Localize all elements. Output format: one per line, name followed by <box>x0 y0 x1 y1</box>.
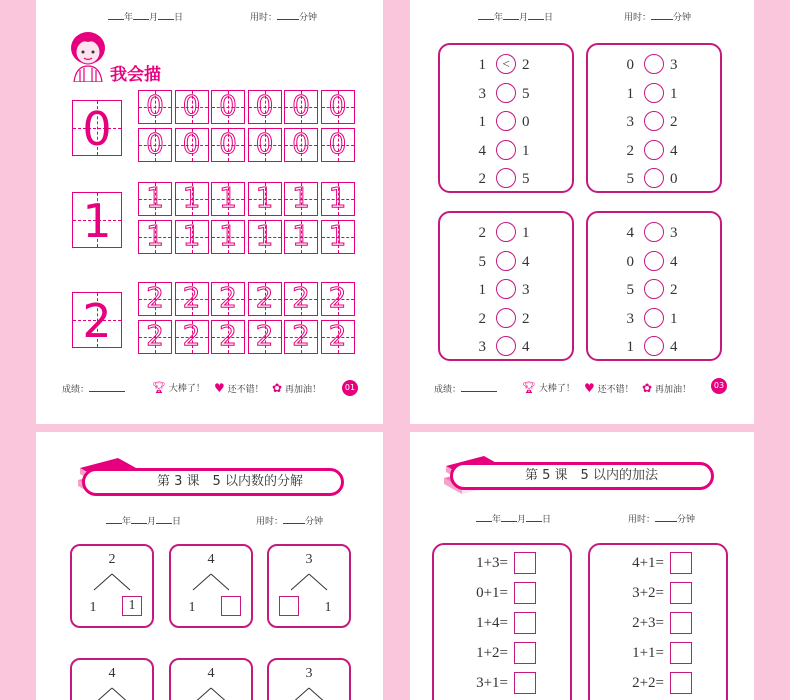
trace-digit: 2 <box>328 319 347 352</box>
heart-icon: ♥ <box>584 381 595 395</box>
rating-again-label: 再加油！ <box>284 385 321 395</box>
compare-row <box>440 335 572 361</box>
trace-cell[interactable] <box>175 128 209 162</box>
part-number-left: 1 <box>188 600 196 615</box>
left-number: 1 <box>478 282 486 298</box>
rating-good <box>214 381 264 395</box>
answer-circle[interactable] <box>496 111 516 131</box>
trace-cell[interactable] <box>138 282 172 316</box>
compare-row <box>588 82 720 108</box>
compare-row <box>440 307 572 333</box>
compare-row <box>588 335 720 361</box>
score-line <box>62 382 125 395</box>
left-number: 1 <box>478 114 486 130</box>
right-number: 3 <box>670 225 678 241</box>
compare-row <box>588 250 720 276</box>
model-digit: 0 <box>82 102 112 156</box>
compare-row <box>440 110 572 136</box>
addition-expression: 1+3= <box>476 555 508 571</box>
trace-digit: 2 <box>182 281 201 314</box>
right-number: 0 <box>670 171 678 187</box>
trace-digit: 0 <box>255 127 274 160</box>
trace-cell[interactable] <box>138 182 172 216</box>
branch-line <box>193 574 211 590</box>
model-digit: 2 <box>82 294 112 348</box>
trace-cell[interactable] <box>211 282 245 316</box>
trace-cell[interactable] <box>211 128 245 162</box>
rating-great-label: 大棒了！ <box>168 384 205 394</box>
page-number: 03 <box>711 378 727 394</box>
compare-row <box>440 139 572 165</box>
trace-cell[interactable] <box>248 128 282 162</box>
trace-cell[interactable] <box>321 220 355 254</box>
trace-cell[interactable] <box>211 220 245 254</box>
left-number: 0 <box>626 253 634 270</box>
answer-box[interactable] <box>670 582 692 604</box>
rating-great <box>152 381 205 394</box>
whole-number: 3 <box>305 666 313 681</box>
trace-cell[interactable] <box>211 90 245 124</box>
page-number: 01 <box>342 380 358 396</box>
answer-circle[interactable] <box>496 336 516 356</box>
year-label: 年 <box>492 515 502 525</box>
answer-circle[interactable] <box>496 140 516 160</box>
flower-icon: ✿ <box>642 381 653 395</box>
left-number: 1 <box>478 57 486 73</box>
trace-digit: 1 <box>255 181 274 214</box>
trace-cell[interactable] <box>175 182 209 216</box>
left-number: 1 <box>626 85 634 102</box>
addition-row <box>590 611 726 637</box>
minutes-label: 分钟 <box>305 517 324 527</box>
left-number: 4 <box>478 142 486 159</box>
lesson-banner <box>450 462 714 490</box>
answer-circle[interactable] <box>496 168 516 188</box>
date-line <box>478 10 553 23</box>
branch-line <box>291 574 309 590</box>
whole-number: 3 <box>305 552 313 567</box>
trace-digit: 2 <box>219 319 237 352</box>
branch-line <box>112 574 130 590</box>
branch-line <box>193 688 211 700</box>
month-label: 月 <box>147 517 157 527</box>
trace-cell[interactable] <box>321 182 355 216</box>
answer-box[interactable] <box>514 672 536 694</box>
trophy-icon: 🏆︎ <box>152 381 166 394</box>
lesson-title: 第 3 课 5 以内数的分解 <box>157 474 303 489</box>
trace-digit: 0 <box>328 127 347 160</box>
addition-row <box>590 551 726 577</box>
compare-group <box>438 211 574 361</box>
answer-box[interactable] <box>670 552 692 574</box>
addition-row <box>434 551 570 577</box>
addition-expression: 1+4= <box>476 615 508 631</box>
year-label: 年 <box>494 13 504 23</box>
trace-digit: 2 <box>146 281 164 314</box>
addition-expression: 1+2= <box>476 645 508 661</box>
answer-box-right[interactable] <box>221 596 241 616</box>
left-number: 5 <box>626 171 634 187</box>
decompose-box <box>267 544 351 628</box>
compare-group <box>586 211 722 361</box>
right-number: 2 <box>670 114 678 130</box>
addition-row <box>434 581 570 607</box>
trace-cell[interactable] <box>321 282 355 316</box>
answer-circle[interactable] <box>644 251 664 271</box>
minutes-label: 分钟 <box>673 13 692 23</box>
right-number: 1 <box>522 142 530 159</box>
decompose-box <box>70 658 154 700</box>
answer-box-right[interactable]: 1 <box>122 596 142 616</box>
compare-row <box>440 221 572 247</box>
trace-cell[interactable] <box>321 320 355 354</box>
trace-digit: 0 <box>182 127 201 160</box>
right-number: 3 <box>670 57 678 73</box>
left-number: 5 <box>478 253 486 270</box>
rating-good <box>584 381 634 395</box>
trace-cell[interactable] <box>248 220 282 254</box>
trace-digit: 2 <box>255 319 274 352</box>
trace-digit: 2 <box>292 319 310 352</box>
branch-line <box>291 688 309 700</box>
left-number: 3 <box>626 310 634 327</box>
heart-icon: ♥ <box>214 381 225 395</box>
answer-circle[interactable] <box>496 279 516 299</box>
answer-circle[interactable] <box>496 222 516 242</box>
trace-digit: 0 <box>182 89 201 122</box>
trophy-icon: 🏆︎ <box>522 381 536 394</box>
trace-cell[interactable] <box>321 128 355 162</box>
answer-circle[interactable] <box>644 222 664 242</box>
addition-row <box>590 581 726 607</box>
trace-cell[interactable] <box>248 182 282 216</box>
year-label: 年 <box>122 517 132 527</box>
section-title: 我会描 <box>110 65 161 85</box>
score-line <box>434 382 497 395</box>
trace-cell[interactable] <box>175 282 209 316</box>
trace-cell[interactable] <box>175 90 209 124</box>
branch-line <box>309 688 327 700</box>
rating-great-label: 大棒了！ <box>538 384 575 394</box>
minutes-label: 分钟 <box>299 13 318 23</box>
decompose-box <box>70 544 154 628</box>
addition-expression: 3+2= <box>632 585 664 601</box>
lesson-title: 第 5 课 5 以内的加法 <box>525 468 658 483</box>
trace-digit: 2 <box>219 281 237 314</box>
addition-expression: 1+1= <box>632 645 664 661</box>
addition-row <box>590 671 726 697</box>
trace-digit: 0 <box>255 89 274 122</box>
time-line <box>628 512 695 525</box>
addition-expression: 3+1= <box>476 675 508 691</box>
trace-digit: 1 <box>182 219 201 252</box>
trace-cell[interactable] <box>211 320 245 354</box>
rating-good-label: 还不错！ <box>597 385 634 395</box>
rating-again <box>642 381 691 395</box>
trace-cell[interactable] <box>175 220 209 254</box>
trace-cell[interactable] <box>321 90 355 124</box>
branch-line <box>94 688 112 700</box>
compare-group <box>438 43 574 193</box>
day-label: 日 <box>544 13 554 23</box>
trace-digit: 1 <box>328 219 347 252</box>
trace-digit: 2 <box>146 319 164 352</box>
trace-digit: 1 <box>219 181 237 214</box>
trace-digit: 1 <box>219 219 237 252</box>
branch-line <box>94 574 112 590</box>
trace-digit: 0 <box>146 127 164 160</box>
minutes-label: 分钟 <box>677 515 696 525</box>
worksheet-page-decompose <box>36 432 383 700</box>
date-line <box>476 512 551 525</box>
time-line <box>256 514 323 527</box>
compare-row <box>440 250 572 276</box>
answer-circle[interactable] <box>496 251 516 271</box>
branch-line <box>211 688 229 700</box>
trace-digit: 1 <box>292 181 310 214</box>
right-number: 4 <box>522 339 530 355</box>
answer-circle[interactable] <box>644 111 664 131</box>
answer-circle[interactable]: < <box>496 54 516 74</box>
worksheet-page-compare <box>410 0 754 424</box>
answer-circle[interactable] <box>644 336 664 356</box>
trace-digit: 0 <box>292 127 310 160</box>
compare-group <box>586 43 722 193</box>
whole-number: 4 <box>108 666 116 681</box>
answer-circle[interactable] <box>644 279 664 299</box>
date-line <box>106 514 181 527</box>
model-digit: 1 <box>82 194 112 248</box>
whole-number: 2 <box>108 552 116 567</box>
time-label: 用时： <box>624 13 652 23</box>
answer-circle[interactable] <box>496 83 516 103</box>
right-number: 4 <box>670 253 678 270</box>
left-number: 3 <box>478 85 486 102</box>
flower-icon: ✿ <box>272 381 283 395</box>
right-number: 5 <box>522 85 530 102</box>
compare-row <box>588 307 720 333</box>
trace-digit: 2 <box>292 281 310 314</box>
left-number: 3 <box>626 114 634 130</box>
time-line <box>250 10 317 23</box>
month-label: 月 <box>149 13 159 23</box>
score-label: 成绩： <box>62 385 90 395</box>
girl-avatar-icon <box>68 30 108 82</box>
whole-number: 4 <box>207 666 215 681</box>
right-number: 0 <box>522 114 530 130</box>
year-label: 年 <box>124 13 134 23</box>
answer-box-left[interactable] <box>279 596 299 616</box>
day-label: 日 <box>542 515 552 525</box>
time-label: 用时： <box>256 517 284 527</box>
time-label: 用时： <box>250 13 278 23</box>
trace-cell[interactable] <box>284 320 318 354</box>
trace-cell[interactable] <box>175 320 209 354</box>
part-number-right: 1 <box>324 600 332 615</box>
day-label: 日 <box>174 13 184 23</box>
trace-cell[interactable] <box>138 90 172 124</box>
trace-cell[interactable] <box>284 128 318 162</box>
compare-row <box>588 139 720 165</box>
answer-box[interactable] <box>514 552 536 574</box>
right-number: 5 <box>522 171 530 187</box>
trace-cell[interactable] <box>248 282 282 316</box>
trace-digit: 1 <box>328 181 347 214</box>
answer-box[interactable] <box>670 612 692 634</box>
compare-row <box>588 167 720 193</box>
whole-number: 4 <box>207 552 215 567</box>
lesson-banner <box>82 468 344 496</box>
decompose-box <box>169 658 253 700</box>
rating-great <box>522 381 575 394</box>
trace-digit: 0 <box>292 89 310 122</box>
left-number: 1 <box>626 339 634 355</box>
trace-cell[interactable] <box>284 282 318 316</box>
left-number: 5 <box>626 282 634 298</box>
trace-digit: 1 <box>292 219 310 252</box>
trace-digit: 2 <box>328 281 347 314</box>
compare-row <box>588 110 720 136</box>
answer-circle[interactable] <box>644 168 664 188</box>
right-number: 2 <box>522 57 530 73</box>
compare-row <box>588 221 720 247</box>
rating-again <box>272 381 321 395</box>
addition-group <box>588 543 728 700</box>
left-number: 2 <box>478 171 486 187</box>
month-label: 月 <box>519 13 529 23</box>
rating-good-label: 还不错！ <box>227 385 264 395</box>
score-label: 成绩： <box>434 385 462 395</box>
compare-row <box>440 53 572 79</box>
compare-row <box>440 278 572 304</box>
trace-cell[interactable] <box>138 128 172 162</box>
trace-cell[interactable] <box>211 182 245 216</box>
compare-row <box>588 53 720 79</box>
time-label: 用时： <box>628 515 656 525</box>
date-line <box>108 10 183 23</box>
right-number: 4 <box>670 142 678 159</box>
branch-line <box>112 688 130 700</box>
left-number: 2 <box>478 225 486 241</box>
trace-cell[interactable] <box>138 320 172 354</box>
trace-cell[interactable] <box>138 220 172 254</box>
answer-circle[interactable] <box>496 308 516 328</box>
month-label: 月 <box>517 515 527 525</box>
right-number: 3 <box>522 282 530 298</box>
left-number: 4 <box>626 225 634 241</box>
trace-digit: 1 <box>146 181 164 214</box>
addition-group <box>432 543 572 700</box>
trace-cell[interactable] <box>284 220 318 254</box>
answer-box[interactable] <box>514 612 536 634</box>
worksheet-page-tracing <box>36 0 383 424</box>
compare-row <box>440 82 572 108</box>
addition-row <box>590 641 726 667</box>
right-number: 2 <box>670 282 678 298</box>
trace-digit: 0 <box>146 89 164 122</box>
trace-digit: 1 <box>255 219 274 252</box>
trace-digit: 0 <box>219 89 237 122</box>
trace-digit: 0 <box>219 127 237 160</box>
answer-box[interactable] <box>670 642 692 664</box>
time-line <box>624 10 691 23</box>
trace-digit: 2 <box>182 319 201 352</box>
model-digit-cell <box>72 292 122 348</box>
answer-circle[interactable] <box>644 140 664 160</box>
right-number: 1 <box>522 225 530 241</box>
trace-digit: 2 <box>255 281 274 314</box>
branch-line <box>309 574 327 590</box>
addition-expression: 2+2= <box>632 675 664 691</box>
addition-expression: 2+3= <box>632 615 664 631</box>
answer-circle[interactable] <box>644 308 664 328</box>
model-digit-cell <box>72 192 122 248</box>
trace-cell[interactable] <box>248 320 282 354</box>
answer-circle[interactable] <box>644 83 664 103</box>
left-number: 2 <box>478 310 486 327</box>
right-number: 1 <box>670 310 678 327</box>
answer-box[interactable] <box>514 642 536 664</box>
right-number: 1 <box>670 85 678 102</box>
left-number: 0 <box>626 57 634 73</box>
addition-expression: 4+1= <box>632 555 664 571</box>
right-number: 2 <box>522 310 530 327</box>
trace-cell[interactable] <box>248 90 282 124</box>
addition-row <box>434 611 570 637</box>
trace-cell[interactable] <box>284 182 318 216</box>
left-number: 3 <box>478 339 486 355</box>
branch-line <box>211 574 229 590</box>
right-number: 4 <box>670 339 678 355</box>
part-number-left: 1 <box>89 600 97 615</box>
rating-again-label: 再加油！ <box>654 385 691 395</box>
answer-box[interactable] <box>514 582 536 604</box>
trace-digit: 1 <box>182 181 201 214</box>
decompose-box <box>267 658 351 700</box>
worksheet-page-addition <box>410 432 754 700</box>
addition-expression: 0+1= <box>476 585 508 601</box>
right-number: 4 <box>522 253 530 270</box>
answer-box[interactable] <box>670 672 692 694</box>
decompose-box <box>169 544 253 628</box>
model-digit-cell <box>72 100 122 156</box>
left-number: 2 <box>626 142 634 159</box>
addition-row <box>434 641 570 667</box>
trace-digit: 0 <box>328 89 347 122</box>
answer-circle[interactable] <box>644 54 664 74</box>
addition-row <box>434 671 570 697</box>
day-label: 日 <box>172 517 182 527</box>
compare-row <box>588 278 720 304</box>
trace-cell[interactable] <box>284 90 318 124</box>
trace-digit: 1 <box>146 219 164 252</box>
compare-row <box>440 167 572 193</box>
